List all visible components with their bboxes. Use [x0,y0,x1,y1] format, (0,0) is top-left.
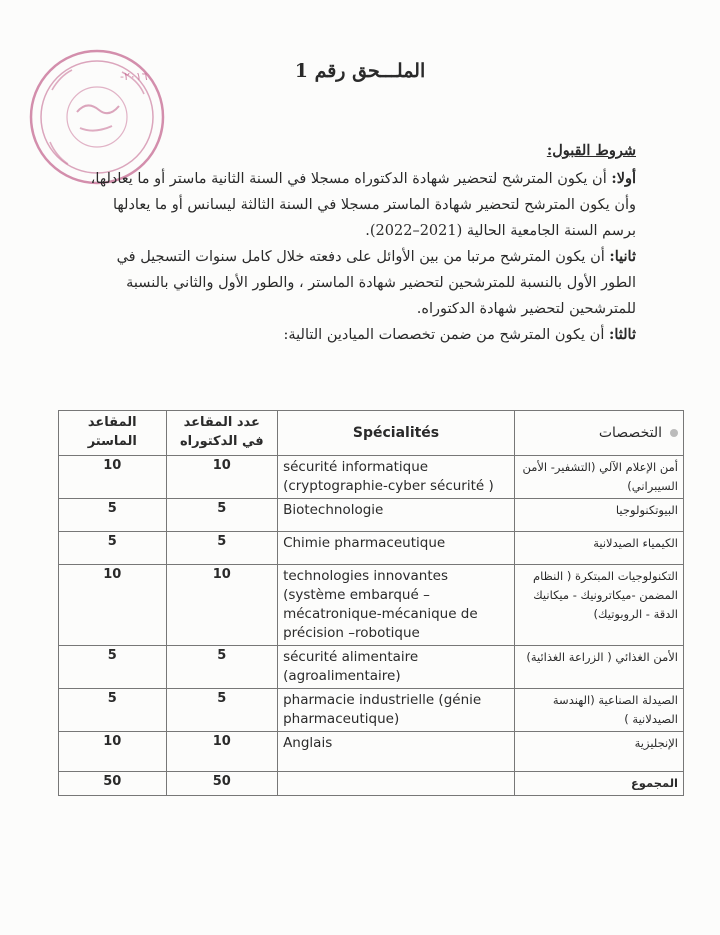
cell-specialite: Anglais [278,732,515,772]
table-row [59,499,684,532]
condition-text: أن يكون المترشح من ضمن تخصصات الميادين التالية: [283,327,605,343]
cell-specialite: technologies innovantes (système embarqué –mécatronique-mécanique de précision –robotique [278,565,515,646]
table-row [59,565,684,646]
table-row [59,456,684,499]
section-heading: شروط القبول: [546,142,636,159]
cell-specialty-ar: أمن الإعلام الآلي (التشفير- الأمن السيبراني) [514,456,683,499]
cell-specialty-ar: التكنولوجيات المبتكرة ( النظام المضمن -ميكاترونيك - ميكانيك الدقة - الروبوتيك) [514,565,683,646]
page-title: الملـــحق رقم 1 [294,60,426,82]
cell-seats-doctorate: 10 [166,565,278,646]
condition-label: ثانيا: [609,248,636,265]
condition-label: أولا: [611,170,636,187]
total-seats-master: 50 [59,772,167,796]
cell-seats-doctorate: 5 [166,499,278,532]
cell-seats-doctorate: 5 [166,646,278,689]
svg-text:-٢٠١٦: -٢٠١٦ [120,70,148,83]
table-row [59,689,684,732]
total-label: المجموع [514,772,683,796]
cell-seats-master: 10 [59,456,167,499]
table-header-row [59,411,684,456]
header-seats-doctorate: عدد المقاعد في الدكتوراه [166,411,278,456]
cell-specialite: Biotechnologie [278,499,515,532]
condition-2 [86,244,636,322]
cell-specialite: Chimie pharmaceutique [278,532,515,565]
cell-specialite: sécurité informatique (cryptographie-cyber sécurité ) [278,456,515,499]
header-specialties-ar-label: التخصصات [598,424,662,441]
cell-seats-master: 5 [59,646,167,689]
cell-seats-doctorate: 10 [166,732,278,772]
table-row [59,732,684,772]
cell-specialty-ar: البيوتكنولوجيا [514,499,683,532]
header-specialties-ar [514,411,683,456]
condition-text: أن يكون المترشح مرتبا من بين الأوائل على دفعته خلال كامل سنوات التسجيل في الطور الأول بالنسبة للمترشحين لتحضير شهادة الماستر ، والطور الأول والثاني بالنسبة للمترشحين لتحضير شهادة الدكتوراه. [116,249,636,317]
bullet-icon [670,429,678,437]
header-specialites: Spécialités [278,411,515,456]
cell-seats-master: 10 [59,565,167,646]
condition-label: ثالثا: [608,326,636,343]
condition-3 [86,322,636,348]
cell-seats-doctorate: 5 [166,532,278,565]
total-empty-cell [278,772,515,796]
cell-seats-master: 5 [59,532,167,565]
condition-text: أن يكون المترشح لتحضير شهادة الدكتوراه مسجلا في السنة الثانية ماستر أو ما يعادلها، وأن يكون المترشح لتحضير شهادة الماستر مسجلا في السنة الثالثة ليسانس أو ما يعادلها برسم السنة الجامعية الحالية (2021–2022). [90,171,636,239]
header-seats-master: المقاعد الماستر [59,411,167,456]
specialties-table [58,410,684,796]
cell-specialty-ar: الإنجليزية [514,732,683,772]
cell-specialite: sécurité alimentaire (agroalimentaire) [278,646,515,689]
cell-seats-master: 5 [59,689,167,732]
cell-specialite: pharmacie industrielle (génie pharmaceutique) [278,689,515,732]
table-row [59,646,684,689]
cell-specialty-ar: الصيدلة الصناعية (الهندسة الصيدلانية ) [514,689,683,732]
cell-seats-doctorate: 5 [166,689,278,732]
condition-1 [86,166,636,244]
table-total-row [59,772,684,796]
total-seats-doctorate: 50 [166,772,278,796]
table-row [59,532,684,565]
cell-specialty-ar: الكيمياء الصيدلانية [514,532,683,565]
cell-seats-master: 10 [59,732,167,772]
cell-specialty-ar: الأمن الغذائي ( الزراعة الغذائية) [514,646,683,689]
cell-seats-master: 5 [59,499,167,532]
cell-seats-doctorate: 10 [166,456,278,499]
admission-conditions [86,138,636,348]
